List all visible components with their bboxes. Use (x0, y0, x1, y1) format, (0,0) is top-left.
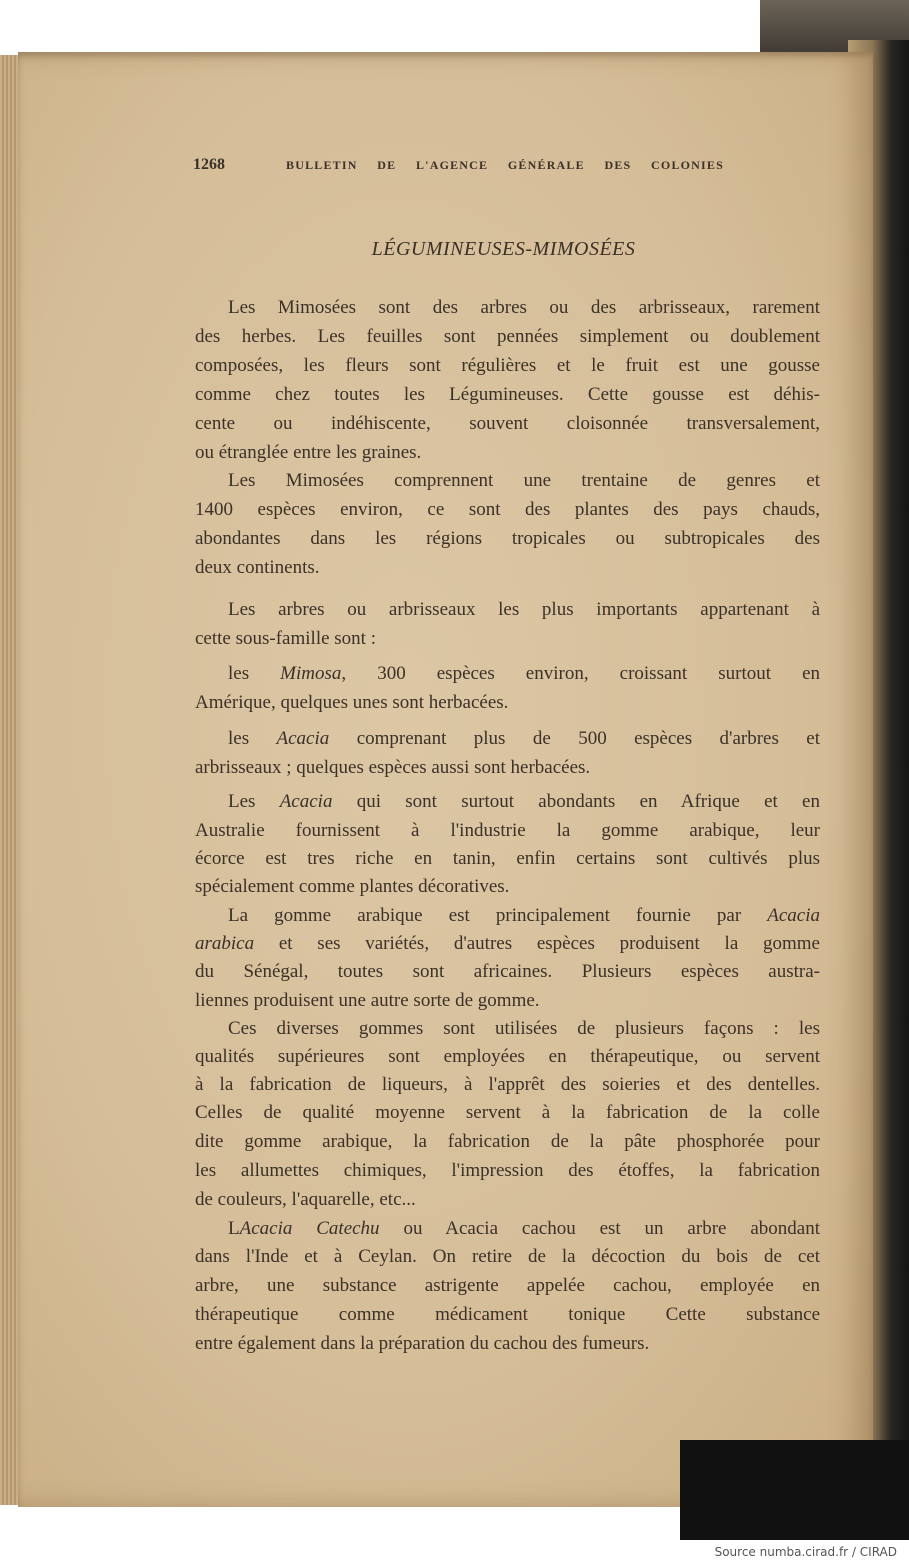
text-line (195, 1046, 820, 1068)
text-span: les (228, 728, 277, 749)
text-line (195, 1246, 820, 1268)
text-span: Les (228, 791, 280, 812)
italic-text: Acacia Catechu (239, 1218, 380, 1239)
text-span: , 300 espèces environ, croissant surtout en (341, 663, 820, 684)
text-span: Les Mimosées comprennent une trentaine de genres et (228, 470, 820, 491)
text-line (195, 384, 820, 406)
italic-text: arabica (195, 933, 255, 954)
italic-text: Acacia (767, 905, 820, 926)
text-span: les allumettes chimiques, l'impression des étoffes, la fabrication (195, 1160, 820, 1181)
italic-text: Acacia (276, 728, 330, 749)
text-span: à la fabrication de liqueurs, à l'apprêt des soieries et des dentelles. (195, 1074, 820, 1095)
text-line (228, 470, 820, 492)
running-title: BULLETIN DE L'AGENCE GÉNÉRALE DES COLONIES (286, 158, 724, 172)
text-line (195, 848, 820, 870)
text-line (195, 628, 376, 650)
text-span: ou Acacia cachou est un arbre abondant (379, 1218, 820, 1239)
text-span: thérapeutique comme médicament tonique Cette substance (195, 1304, 820, 1325)
text-line (195, 1189, 416, 1211)
text-span: L (228, 1218, 240, 1239)
text-span: Celles de qualité moyenne servent à la fabrication de la colle (195, 1102, 820, 1123)
text-line (228, 1218, 820, 1240)
text-line (195, 1074, 820, 1096)
text-line (228, 599, 820, 621)
text-span: arbrisseaux ; quelques espèces aussi sont herbacées. (195, 757, 591, 778)
text-line (195, 692, 508, 714)
text-span: Les Mimosées sont des arbres ou des arbrisseaux, rarement (228, 297, 820, 318)
text-span: composées, les fleurs sont régulières et le fruit est une gousse (195, 355, 820, 376)
text-line (195, 990, 540, 1012)
text-line (195, 528, 820, 550)
italic-text: Acacia (279, 791, 333, 812)
text-span: La gomme arabique est principalement fournie par (228, 905, 768, 926)
text-line (228, 905, 820, 927)
text-span: cette sous-famille sont : (195, 628, 376, 649)
section-title: LÉGUMINEUSES-MIMOSÉES (371, 238, 636, 260)
text-span: Ces diverses gommes sont utilisées de plusieurs façons : les (228, 1018, 820, 1039)
text-span: de couleurs, l'aquarelle, etc... (195, 1189, 416, 1210)
text-line (195, 1131, 820, 1153)
text-span: les (228, 663, 281, 684)
text-span: Les arbres ou arbrisseaux les plus importants appartenant à (228, 599, 820, 620)
text-line (228, 297, 820, 319)
text-line (195, 1275, 820, 1297)
text-span: 1400 espèces environ, ce sont des plantes des pays chauds, (195, 499, 820, 520)
text-line (228, 1018, 820, 1040)
text-line (228, 663, 820, 685)
text-span: ou étranglée entre les graines. (195, 442, 422, 463)
text-line (195, 876, 509, 898)
text-span: Amérique, quelques unes sont herbacées. (195, 692, 509, 713)
text-line (195, 1333, 649, 1355)
text-span: écorce est tres riche en tanin, enfin certains sont cultivés plus (195, 848, 820, 869)
text-span: liennes produisent une autre sorte de gomme. (195, 990, 540, 1011)
italic-text: Mimosa (280, 663, 342, 684)
text-span: et ses variétés, d'autres espèces produisent la gomme (254, 933, 820, 954)
text-line (195, 961, 820, 983)
text-line (195, 1304, 820, 1326)
book-cover-bottom (680, 1440, 909, 1540)
text-span: cente ou indéhiscente, souvent cloisonnée transversalement, (195, 413, 820, 434)
text-line (228, 791, 820, 813)
text-line (195, 413, 820, 435)
text-span: des herbes. Les feuilles sont pennées simplement ou doublement (195, 326, 820, 347)
text-span: spécialement comme plantes décoratives. (195, 876, 510, 897)
text-line (195, 442, 421, 464)
text-span: abondantes dans les régions tropicales ou subtropicales des (195, 528, 820, 549)
text-span: entre également dans la préparation du cachou des fumeurs. (195, 1333, 650, 1354)
text-line (195, 820, 820, 842)
text-span: dite gomme arabique, la fabrication de la pâte phosphorée pour (195, 1131, 820, 1152)
text-line (195, 355, 820, 377)
text-span: qualités supérieures sont employées en thérapeutique, ou servent (195, 1046, 820, 1067)
text-span: comme chez toutes les Légumineuses. Cette gousse est déhis- (195, 384, 820, 405)
text-line (195, 499, 820, 521)
text-span: dans l'Inde et à Ceylan. On retire de la décoction du bois de cet (195, 1246, 820, 1267)
text-span: deux continents. (195, 557, 320, 578)
text-line (228, 728, 820, 750)
text-span: Australie fournissent à l'industrie la gomme arabique, leur (195, 820, 820, 841)
text-line (195, 933, 820, 955)
text-line (195, 326, 820, 348)
text-line (195, 1160, 820, 1182)
text-line (195, 1102, 820, 1124)
text-span: comprenant plus de 500 espèces d'arbres et (329, 728, 820, 749)
text-span: qui sont surtout abondants en Afrique et en (332, 791, 820, 812)
text-line (195, 557, 320, 579)
page-number: 1268 (193, 156, 225, 173)
source-credit: Source numba.cirad.fr / CIRAD (714, 1545, 897, 1559)
text-span: arbre, une substance astrigente appelée cachou, employée en (195, 1275, 820, 1296)
text-span: du Sénégal, toutes sont africaines. Plusieurs espèces austra- (195, 961, 820, 982)
text-line (195, 757, 590, 779)
